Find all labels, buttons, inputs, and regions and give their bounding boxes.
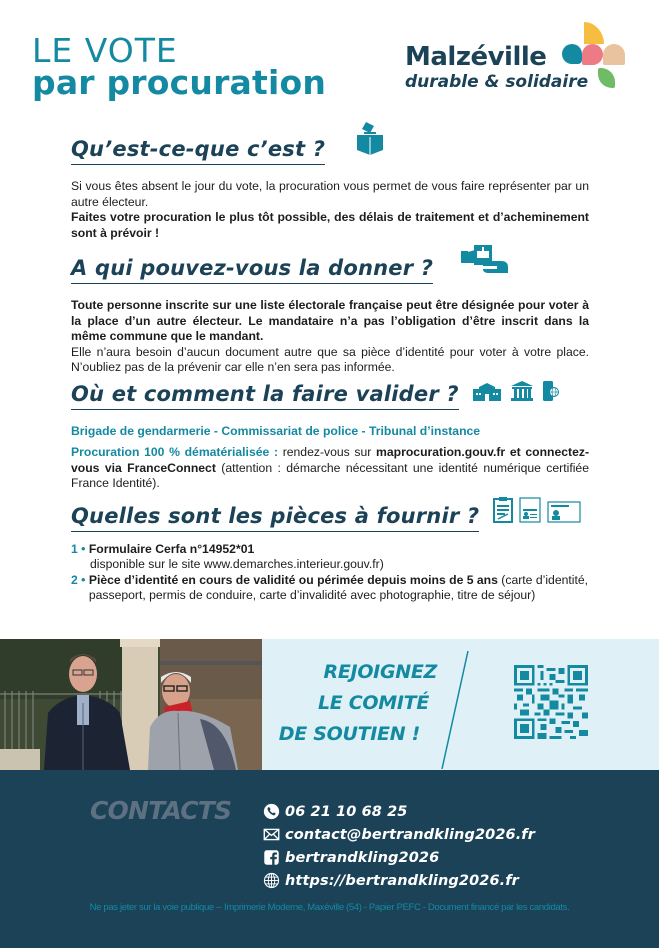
logo-tagline: durable & solidaire [405, 72, 589, 92]
page-title [32, 31, 327, 102]
globe-icon [263, 872, 280, 889]
section-documents-required [71, 497, 589, 604]
phone-number: 06 21 10 68 25 [285, 803, 408, 820]
section-header [71, 120, 589, 165]
form-clipboard-icon [493, 497, 513, 528]
logo-yellow-shape [584, 22, 604, 44]
identity-card-icon [547, 501, 581, 528]
section-what-is-it [71, 120, 589, 241]
smartphone-globe-icon [543, 381, 559, 406]
phone-icon [263, 803, 280, 820]
item-number: 2 • [71, 572, 89, 587]
paragraph-regular: Si vous êtes absent le jour du vote, la procuration vous permet de vous faire représenter par un autre électeur. [71, 179, 589, 209]
contact-list [263, 800, 535, 892]
section-title: Qu’est-ce-que c’est ? [71, 135, 325, 165]
logo-green-leaf-shape [598, 68, 615, 88]
join-line-2: LE COMITÉ [317, 692, 429, 714]
main-content [71, 110, 589, 604]
contacts-heading: CONTACTS [90, 796, 232, 825]
candidates-photo [0, 639, 262, 770]
online-label: Procuration 100 % dématérialisée : [71, 445, 279, 459]
malzeville-logo [405, 22, 635, 97]
item-details: (carte d’identité, passeport, permis de conduire, carte d’invalidité avec photographie, titre de séjour) [88, 572, 589, 602]
email-address: contact@bertrandkling2026.fr [285, 826, 535, 843]
section-who-to-give [71, 243, 589, 376]
section-title: A qui pouvez-vous la donner ? [71, 254, 433, 284]
item-title: Pièce d’identité en cours de validité ou périmée depuis moins de 5 ans [88, 572, 498, 587]
divider-slash [440, 651, 470, 769]
logo-pink-shape [582, 44, 603, 65]
logo-blue-shape [562, 44, 582, 64]
logo-beige-shape [603, 44, 625, 65]
list-item [71, 542, 589, 558]
item-number: 1 • [71, 541, 89, 556]
id-document-icon [519, 497, 541, 528]
section-paragraph [71, 298, 589, 376]
section-header [71, 243, 589, 284]
footer-contacts [0, 770, 659, 948]
section-title: Où et comment la faire valider ? [71, 380, 459, 410]
paragraph-bold: Faites votre procuration le plus tôt possible, des délais de traitement et d’acheminement sont à prévoir ! [71, 210, 589, 240]
section-header [71, 380, 589, 410]
envelope-icon [263, 826, 280, 843]
section-title: Quelles sont les pièces à fournir ? [71, 502, 479, 532]
section-paragraph [71, 179, 589, 241]
online-note: (attention : démarche nécessitant une identité numérique certifiée France Identité). [71, 460, 589, 490]
section-where-to-validate [71, 380, 589, 492]
ballot-box-icon [355, 120, 385, 161]
maprocuration-link[interactable]: maprocuration.gouv.fr et connectez-vous via FranceConnect [71, 445, 589, 475]
join-committee-text [277, 657, 437, 750]
facebook-handle: bertrandkling2026 [285, 849, 440, 866]
section-header [71, 497, 589, 532]
courthouse-icon [511, 381, 533, 406]
hand-giving-document-icon [461, 243, 509, 280]
logo-shapes-icon [562, 22, 632, 94]
contact-website[interactable] [263, 869, 535, 892]
paragraph-regular: Elle n’aura besoin d’aucun document autre que sa pièce d’identité pour voter à votre place. N’oubliez pas de la prévenir car elle n’en sera pas informée. [71, 344, 589, 374]
gendarmerie-building-icon [473, 383, 501, 406]
contact-phone[interactable] [263, 800, 535, 823]
documents-list [71, 542, 589, 604]
join-line-3: DE SOUTIEN ! [278, 723, 420, 745]
online-procuration-paragraph [71, 445, 589, 492]
paragraph-bold: Toute personne inscrite sur une liste électorale française peut être désignée pour voter à la place d’un autre électeur. Le mandataire n’a pas l’obligation d’être inscrit dans la même commune que le mandant. [71, 298, 589, 343]
online-text: rendez-vous sur [278, 445, 377, 459]
website-url: https://bertrandkling2026.fr [285, 872, 519, 889]
title-line-2: par procuration [32, 63, 327, 102]
facebook-icon [263, 849, 280, 866]
list-item [71, 573, 589, 604]
validation-locations: Brigade de gendarmerie - Commissariat de police - Tribunal d’instance [71, 423, 481, 438]
support-committee-banner [0, 639, 659, 770]
legal-notice: Ne pas jeter sur la voie publique -- Imprimerie Moderne, Maxéville (54) - Papier PEFC - Document financé par les candidats. [89, 902, 570, 913]
item-subtext: disponible sur le site www.demarches.interieur.gouv.fr) [90, 557, 384, 571]
qr-code[interactable] [514, 665, 588, 739]
header [0, 0, 659, 110]
contact-email[interactable] [263, 823, 535, 846]
logo-name: Malzéville [405, 42, 547, 72]
contact-facebook[interactable] [263, 846, 535, 869]
join-line-1: REJOIGNEZ [323, 661, 437, 683]
title-line-1: LE VOTE [32, 31, 178, 70]
item-title: Formulaire Cerfa n°14952*01 [88, 541, 255, 556]
